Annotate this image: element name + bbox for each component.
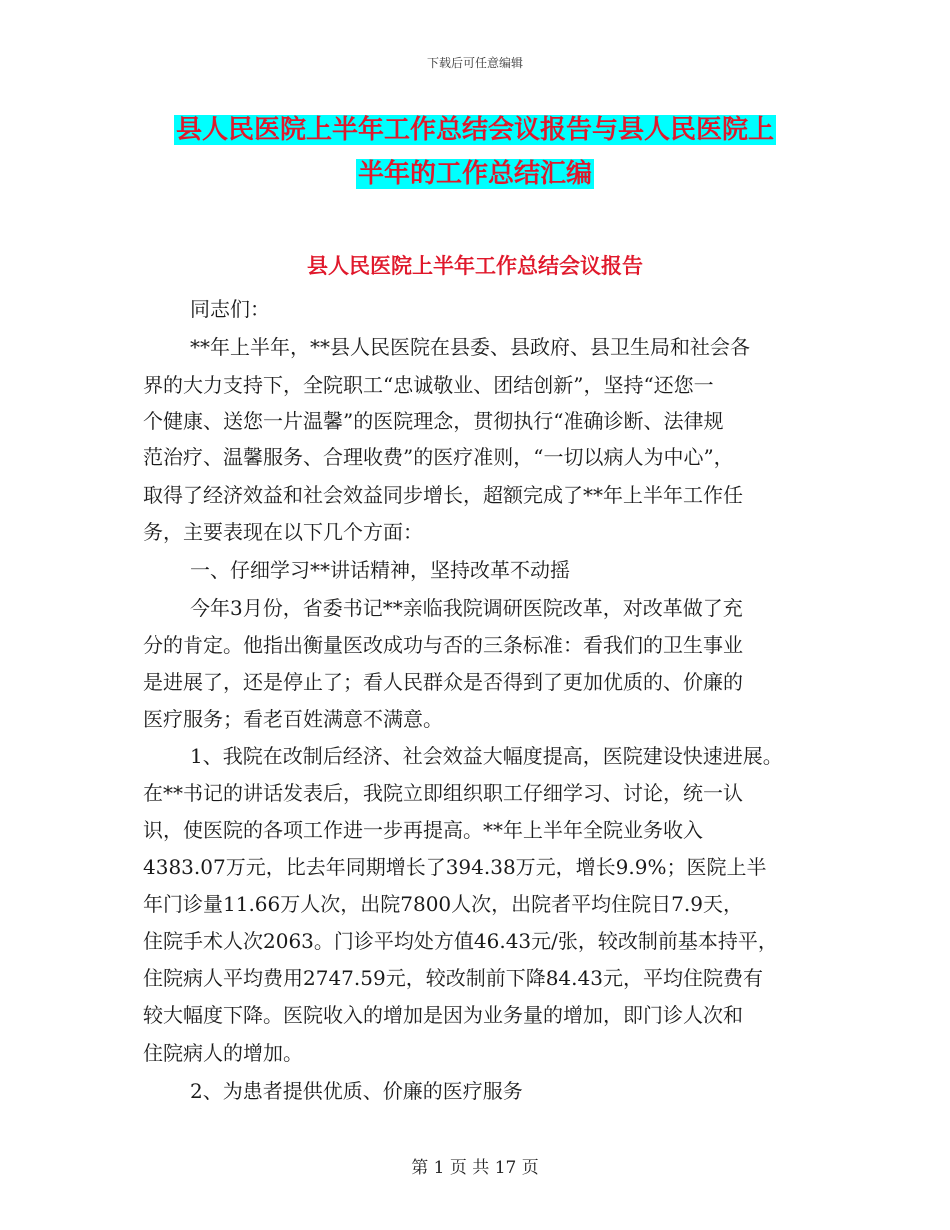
title-highlight-1: 县人民医院上半年工作总结会议报告与县人民医院上 <box>175 115 774 145</box>
paragraph-line: **年上半年，**县人民医院在县委、县政府、县卫生局和社会各 <box>190 335 750 359</box>
paragraph-line: 分的肯定。他指出衡量医改成功与否的三条标准：看我们的卫生事业 <box>143 633 743 657</box>
heading-line: 2、为患者提供优质、价廉的医疗服务 <box>190 1079 523 1103</box>
header-note: 下载后可任意编辑 <box>426 56 523 70</box>
paragraph-line: 识，使医院的各项工作进一步再提高。**年上半年全院业务收入 <box>143 818 703 842</box>
paragraph-line: 界的大力支持下，全院职工“忠诚敬业、团结创新”，坚持“还您一 <box>143 373 714 397</box>
paragraph-line: 个健康、送您一片温馨”的医院理念，贯彻执行“准确诊断、法律规 <box>143 409 724 433</box>
paragraph-line: 1、我院在改制后经济、社会效益大幅度提高，医院建设快速进展。 <box>190 744 783 768</box>
paragraph-line: 医疗服务；看老百姓满意不满意。 <box>143 707 443 731</box>
page-footer: 第 1 页 共 17 页 <box>411 1158 539 1178</box>
paragraph-line: 年门诊量11.66万人次，出院7800人次，出院者平均住院日7.9天， <box>143 892 743 916</box>
greeting-line: 同志们： <box>190 297 270 321</box>
paragraph-line: 较大幅度下降。医院收入的增加是因为业务量的增加，即门诊人次和 <box>143 1003 743 1027</box>
document-title-line-1 <box>0 113 950 147</box>
paragraph-line: 是进展了，还是停止了；看人民群众是否得到了更加优质的、价廉的 <box>143 670 743 694</box>
section-title: 县人民医院上半年工作总结会议报告 <box>307 254 643 278</box>
heading-line: 一、仔细学习**讲话精神，坚持改革不动摇 <box>190 558 570 582</box>
paragraph-line: 住院病人平均费用2747.59元，较改制前下降84.43元，平均住院费有 <box>143 966 763 990</box>
paragraph-line: 在**书记的讲话发表后，我院立即组织职工仔细学习、讨论，统一认 <box>143 781 743 805</box>
paragraph-line: 取得了经济效益和社会效益同步增长，超额完成了**年上半年工作任 <box>143 483 743 507</box>
paragraph-line: 4383.07万元，比去年同期增长了394.38万元，增长9.9%；医院上半 <box>143 855 767 879</box>
paragraph-line: 范治疗、温馨服务、合理收费”的医疗准则，“一切以病人为中心”， <box>143 445 734 469</box>
paragraph-line: 务，主要表现在以下几个方面： <box>143 520 423 544</box>
paragraph-line: 住院手术人次2063。门诊平均处方值46.43元/张，较改制前基本持平， <box>143 929 778 953</box>
title-highlight-2: 半年的工作总结汇编 <box>357 159 592 189</box>
paragraph-line: 今年3月份，省委书记**亲临我院调研医院改革，对改革做了充 <box>190 596 743 620</box>
paragraph-line: 住院病人的增加。 <box>143 1041 303 1065</box>
document-title-line-2 <box>0 157 950 191</box>
